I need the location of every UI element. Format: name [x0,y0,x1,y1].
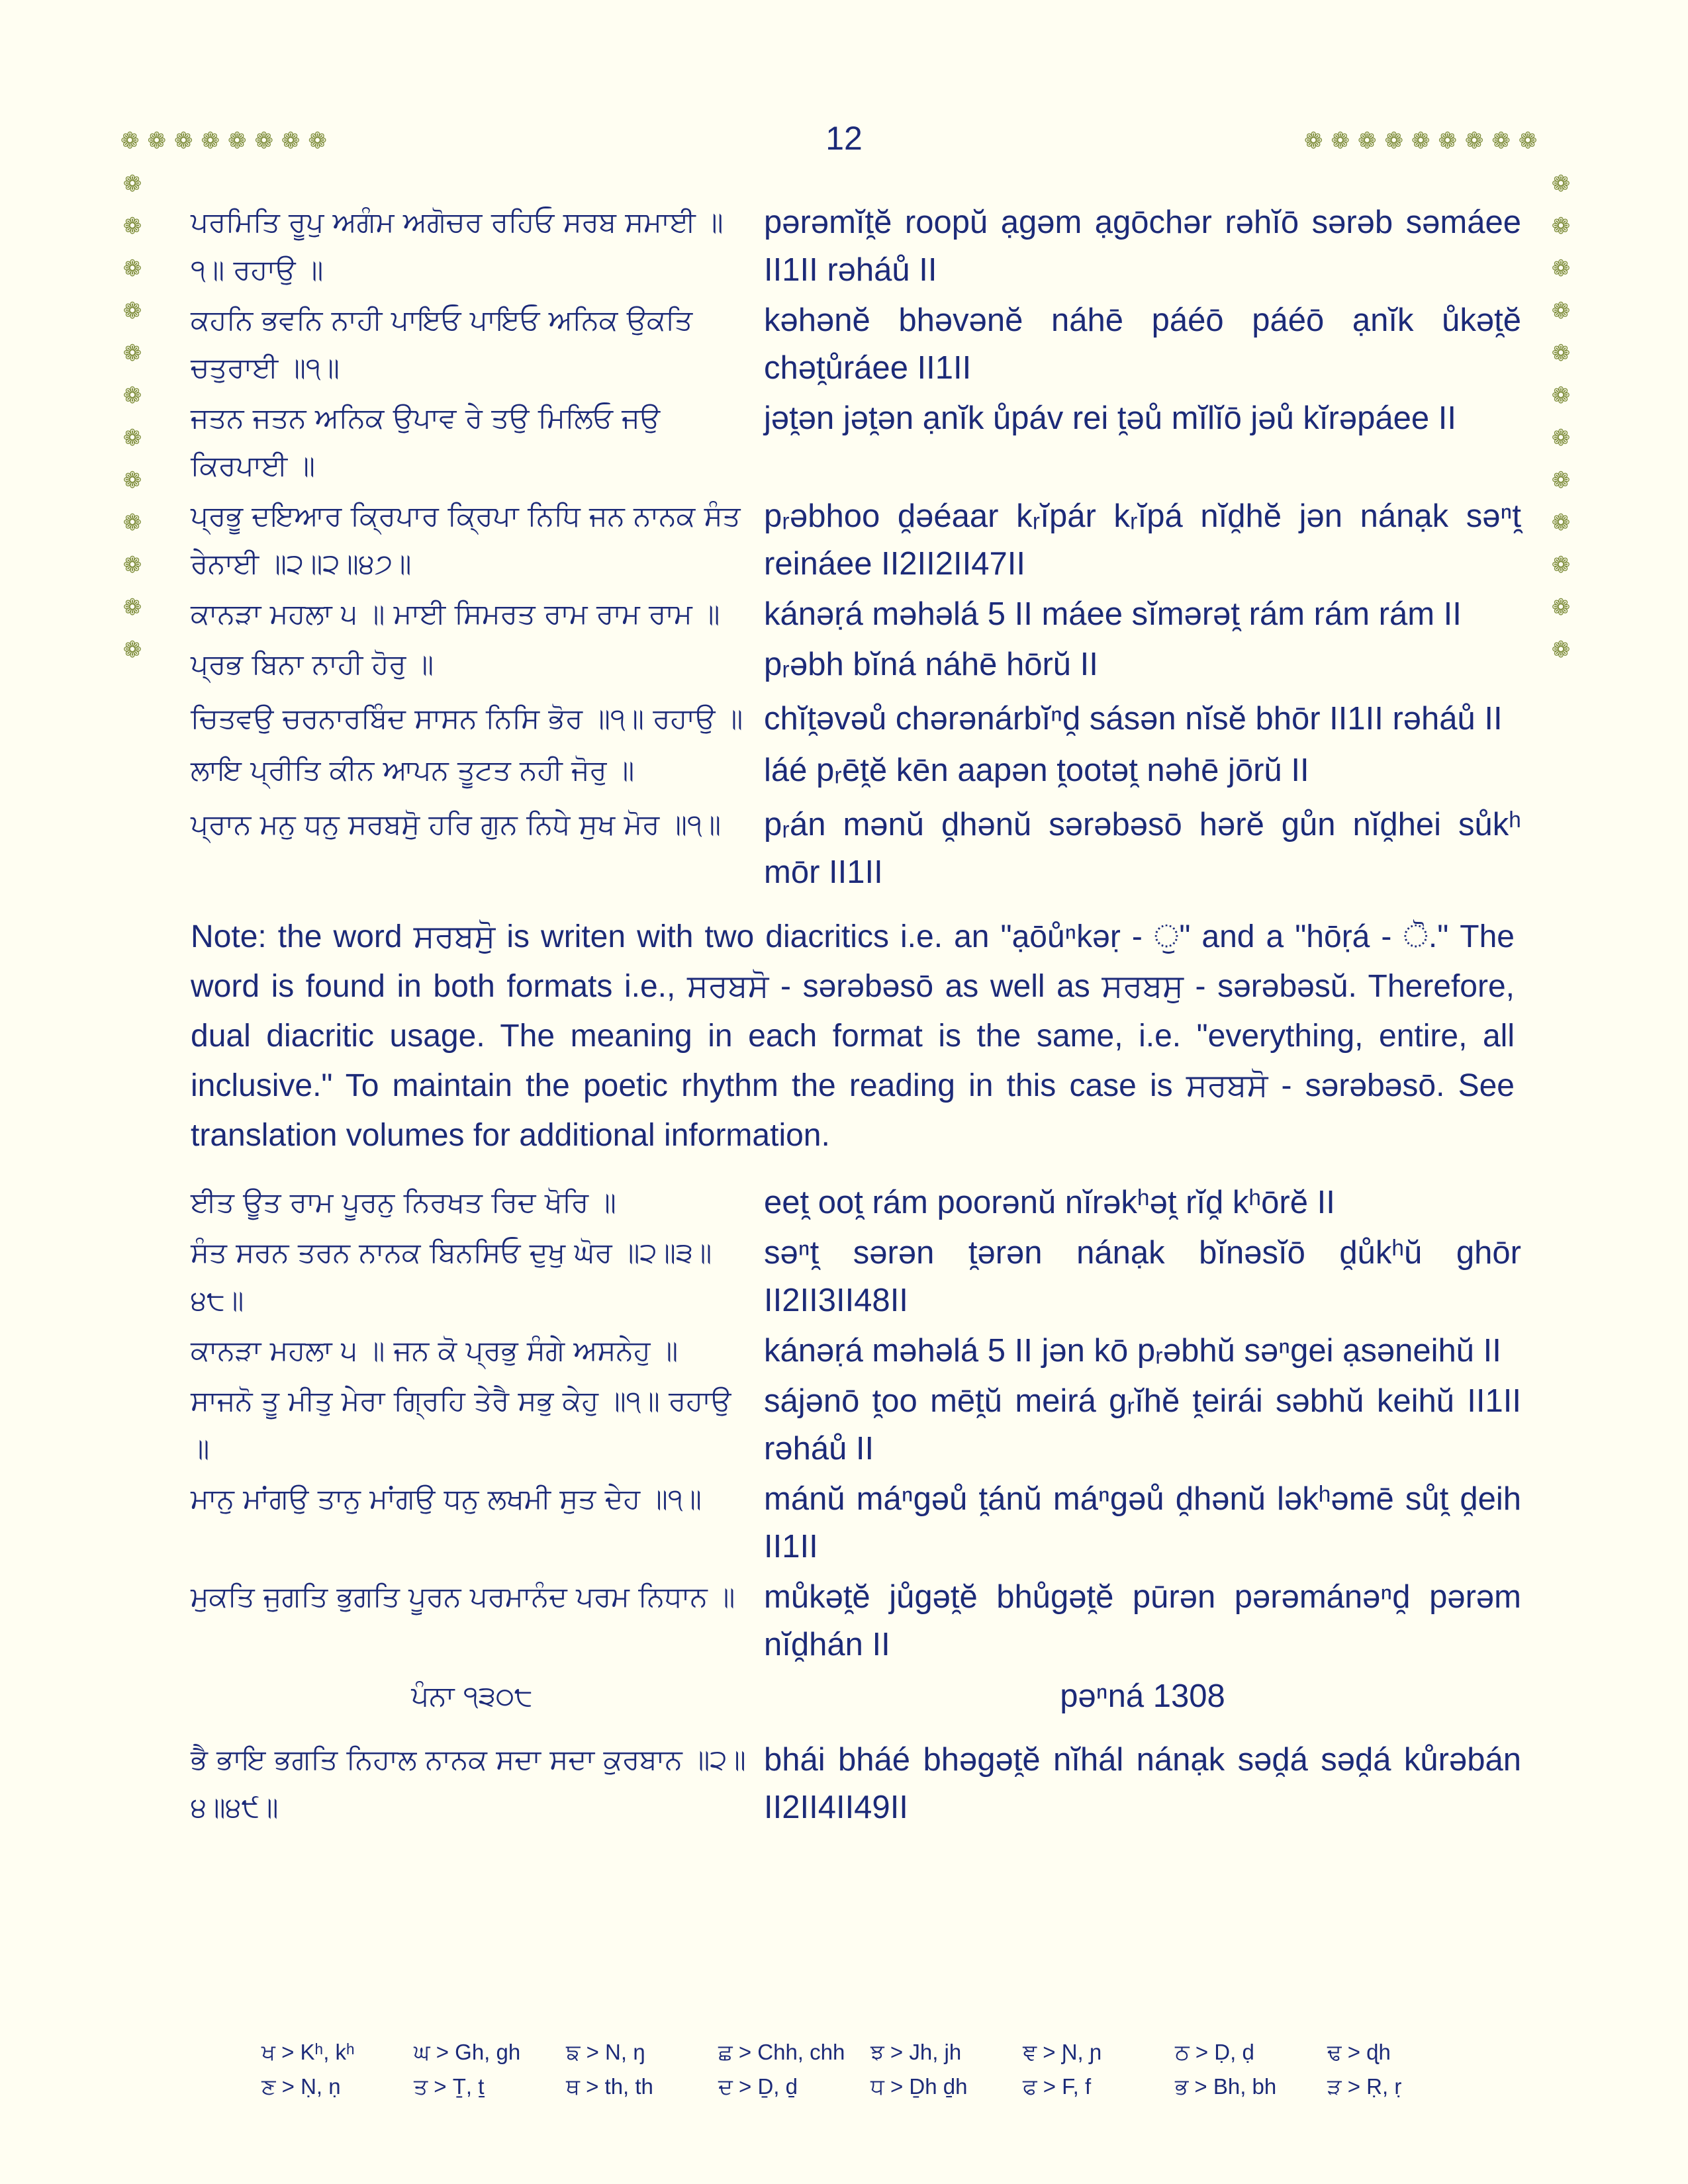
transliteration-line: pᵣəbhoo d̯əéaar kᵣĭpár kᵣĭpá nĭd̯hĕ jən nánạk səⁿt̯ reináee II2II2II47II [764,498,1521,582]
gurmukhi-line: ਪ੍ਰਾਨ ਮਨੁ ਧਨੁ ਸਰਬਸੋੁ ਹਰਿ ਗੁਨ ਨਿਧੇ ਸੁਖ ਮੋਰ ॥੧॥ [191,808,722,841]
verse-group-3 [191,1736,1521,1831]
legend-row-1 [261,2035,1479,2070]
flower-ornament-icon: ❁ [122,213,142,240]
flower-ornament-icon: ❁ [1551,298,1571,324]
transliteration-line: chĭt̯əvəů chərənárbĭⁿd̯ sásən nĭsĕ bhōr II1II rəháů II [764,701,1503,737]
legend-item: ਘ > Gh, gh [414,2040,521,2064]
legend-row-2 [261,2070,1479,2104]
verse-row [191,641,1521,688]
flower-ornament-icon: ❁ [1551,552,1571,578]
flower-border-left-column [119,163,146,671]
transliteration-line: kánəṛá məhəlá 5 II jən kō pᵣəbhŭ səⁿgei ạsəneihŭ II [764,1333,1501,1369]
legend-item: ਣ > Ṇ, ṇ [261,2074,341,2099]
gurmukhi-line: ਭੈ ਭਾਇ ਭਗਤਿ ਨਿਹਾਲ ਨਾਨਕ ਸਦਾ ਸਦਾ ਕੁਰਬਾਨ ॥੨॥੪॥੪੯॥ [191,1743,746,1823]
legend-item: ਧ > Ḏh ḏh [870,2074,968,2099]
flower-ornament-icon: ❁ [122,425,142,451]
flower-border-right-column [1548,163,1574,671]
page-number: 12 [825,120,863,157]
gurmukhi-line: ਸੰਤ ਸਰਨ ਤਰਨ ਨਾਨਕ ਬਿਨਸਿਓ ਦੁਖੁ ਘੋਰ ॥੨॥੩॥੪੮॥ [191,1236,712,1316]
verse-group-1 [191,199,1521,896]
verse-row [191,394,1521,490]
flower-ornament-icon: ❁ [122,637,142,663]
gurmukhi-line: ਪ੍ਰਭੂ ਦਇਆਰ ਕ੍ਰਿਪਾਰ ਕ੍ਰਿਪਾ ਨਿਧਿ ਜਨ ਨਾਨਕ ਸੰਤ ਰੇਨਾਈ ॥੨॥੨॥੪੭॥ [191,500,741,580]
transliteration-line: pərəmĭt̯ĕ roopŭ ạgəm ạgōchər rəhĭō sərəb səmáee II1II rəháů II [764,205,1521,288]
page-reference-gurmukhi: ਪੰਨਾ ੧੩੦੮ [411,1680,533,1712]
flower-ornament-icon: ❁ [1551,255,1571,282]
flower-ornament-icon: ❁ [1551,467,1571,494]
verse-group-2 [191,1179,1521,1668]
gurmukhi-line: ਚਿਤਵਉ ਚਰਨਾਰਬਿੰਦ ਸਾਸਨ ਨਿਸਿ ਭੋਰ ॥੧॥ ਰਹਾਉ ॥ [191,702,743,735]
flower-border-top-left: ❁❁❁❁❁❁❁❁ [120,128,335,154]
flower-ornament-icon: ❁ [1551,425,1571,451]
verse-row [191,199,1521,294]
transliteration-line: kəhənĕ bhəvənĕ náhē páéō páéō ạnĭk ůkət̯ĕ chət̯ůráee II1II [764,302,1521,386]
legend-item: ਫ > F, f [1023,2074,1092,2099]
flower-ornament-icon: ❁ [1551,510,1571,536]
legend-item: ਥ > th, th [566,2074,653,2099]
page-reference [191,1672,1521,1720]
flower-ornament-icon: ❁ [122,298,142,324]
gurmukhi-line: ਲਾਇ ਪ੍ਰੀਤਿ ਕੀਨ ਆਪਨ ਤੂਟਤ ਨਹੀ ਜੋਰੁ ॥ [191,754,635,786]
gurmukhi-line: ਕਾਨੜਾ ਮਹਲਾ ੫ ॥ ਜਨ ਕੋ ਪ੍ਰਭੁ ਸੰਗੇ ਅਸਨੇਹੁ ॥ [191,1334,679,1367]
flower-border-top-right: ❁❁❁❁❁❁❁❁❁ [1304,128,1546,154]
transliteration-line: pᵣəbh bĭná náhē hōrŭ II [764,647,1098,682]
flower-ornament-icon: ❁ [122,340,142,367]
legend-item: ਦ > Ḏ, ḏ [718,2074,798,2099]
verse-row [191,1327,1521,1375]
legend-item: ਖ > Kʰ, kʰ [261,2040,355,2064]
legend-item: ਤ > Ṯ, ṯ [414,2074,485,2099]
flower-ornament-icon: ❁ [1551,637,1571,663]
verse-table [191,199,1521,1831]
page-reference-transliteration: pəⁿná 1308 [1060,1678,1225,1714]
transliteration-line: kánəṛá məhəlá 5 II máee sĭmərət̯ rám rám rám II [764,596,1462,632]
flower-ornament-icon: ❁ [122,171,142,197]
flower-ornament-icon: ❁ [1551,340,1571,367]
verse-row [191,492,1521,588]
gurmukhi-line: ਪਰਮਿਤਿ ਰੂਪੁ ਅਗੰਮ ਅਗੋਚਰ ਰਹਿਓ ਸਰਬ ਸਮਾਈ ॥੧॥ ਰਹਾਉ ॥ [191,206,724,286]
transliteration-line: láé pᵣēt̯ĕ kēn aapən t̯ootət̯ nəhē jōrŭ II [764,752,1309,788]
flower-ornament-icon: ❁ [122,255,142,282]
flower-ornament-icon: ❁ [1551,383,1571,409]
legend-item: ਛ > Chh, chh [718,2040,845,2064]
transliteration-line: bhái bháé bhəgət̯ĕ nĭhál nánạk səd̯á səd̯á kůrəbán II2II4II49II [764,1742,1521,1825]
transliteration-line: səⁿt̯ sərən t̯ərən nánạk bĭnəsĭō d̯ůkʰŭ ghōr II2II3II48II [764,1235,1521,1318]
gurmukhi-line: ਮਾਨੁ ਮਾਂਗਉ ਤਾਨੁ ਮਾਂਗਉ ਧਨੁ ਲਖਮੀ ਸੁਤ ਦੇਹ ॥੧॥ [191,1482,702,1515]
verse-row [191,1475,1521,1570]
verse-row [191,801,1521,896]
transliteration-legend [261,2035,1479,2104]
gurmukhi-line: ਸਾਜਨੋ ਤੂ ਮੀਤੁ ਮੇਰਾ ਗ੍ਰਿਹਿ ਤੇਰੈ ਸਭੁ ਕੇਹੁ ॥੧॥ ਰਹਾਉ ॥ [191,1385,731,1465]
verse-row [191,695,1521,743]
legend-item: ਙ > N, ŋ [566,2040,645,2064]
gurmukhi-line: ਜਤਨ ਜਤਨ ਅਨਿਕ ਉਪਾਵ ਰੇ ਤਉ ਮਿਲਿਓ ਜਉ ਕਿਰਪਾਈ ॥ [191,402,661,482]
transliteration-line: mánŭ máⁿgəů t̯ánŭ máⁿgəů d̯hənŭ ləkʰəmē sůt̯ d̯eih II1II [764,1481,1521,1565]
legend-item: ਢ > ɖh [1327,2040,1391,2064]
flower-ornament-icon: ❁ [122,594,142,621]
legend-item: ਝ > Jh, jh [870,2040,962,2064]
transliteration-line: jət̯ən jət̯ən ạnĭk ůpáv rei t̯əů mĭlĭō jəů kĭrəpáee II [764,400,1456,436]
verse-row [191,1573,1521,1668]
legend-item: ਠ > Ḍ, ḍ [1175,2040,1254,2064]
gurmukhi-line: ਈਤ ਊਤ ਰਾਮ ਪੂਰਨੁ ਨਿਰਖਤ ਰਿਦ ਖੋਰਿ ॥ [191,1186,616,1218]
verse-row [191,1229,1521,1324]
legend-item: ਭ > Bh, bh [1175,2074,1277,2099]
gurmukhi-line: ਕਹਨਿ ਭਵਨਿ ਨਾਹੀ ਪਾਇਓ ਪਾਇਓ ਅਨਿਕ ਉਕਤਿ ਚਤੁਰਾਈ ॥੧॥ [191,304,693,384]
flower-ornament-icon: ❁ [122,383,142,409]
verse-row [191,1736,1521,1831]
transliteration-line: sájənō t̯oo mēt̯ŭ meirá gᵣĭhĕ t̯eirái səbhŭ keihŭ II1II rəháů II [764,1383,1521,1467]
verse-row [191,1377,1521,1473]
flower-ornament-icon: ❁ [1551,213,1571,240]
flower-ornament-icon: ❁ [122,552,142,578]
gurmukhi-line: ਮੁਕਤਿ ਜੁਗਤਿ ਭੁਗਤਿ ਪੂਰਨ ਪਰਮਾਨੰਦ ਪਰਮ ਨਿਧਾਨ ॥ [191,1580,735,1613]
gurmukhi-line: ਕਾਨੜਾ ਮਹਲਾ ੫ ॥ ਮਾਈ ਸਿਮਰਤ ਰਾਮ ਰਾਮ ਰਾਮ ॥ [191,598,720,630]
transliteration-line: pᵣán mənŭ d̯hənŭ sərəbəsō hərĕ gůn nĭd̯hei sůkʰ mōr II1II [764,807,1521,890]
legend-item: ਞ > Ɲ, ɲ [1023,2040,1102,2064]
transliteration-line: můkət̯ĕ jůgət̯ĕ bhůgət̯ĕ pūrən pərəmánəⁿd̯ pərəm nĭd̯hán II [764,1579,1521,1662]
verse-row [191,747,1521,794]
legend-item: ੜ > Ṛ, ṛ [1327,2074,1402,2099]
note-paragraph: Note: the word ਸਰਬਸੋੁ is writen with two diacritics i.e. an "ạōůⁿkəṛ - ੁ" and a "hōṛá - ੋ." The word is found in both formats i.e., ਸਰਬਸੋ - sərəbəsō as well as ਸਰਬਸੁ - sərəbəsŭ. Therefore, dual diacritic usage. The meaning in each format is the same, i.e. "everything, entire, all inclusive." To maintain the poetic rhythm the reading in this case is ਸਰਬਸੋ - sərəbəsō. See translation volumes for additional information. [191,919,1515,1153]
gurmukhi-line: ਪ੍ਰਭ ਬਿਨਾ ਨਾਹੀ ਹੋਰੁ ॥ [191,648,434,680]
flower-ornament-icon: ❁ [1551,171,1571,197]
flower-ornament-icon: ❁ [1551,594,1571,621]
verse-row [191,1179,1521,1226]
flower-ornament-icon: ❁ [122,510,142,536]
flower-ornament-icon: ❁ [122,467,142,494]
verse-row [191,590,1521,638]
verse-row [191,296,1521,392]
transliteration-line: eet̯ oot̯ rám poorənŭ nĭrəkʰət̯ rĭd̯ kʰōrĕ II [764,1185,1335,1220]
